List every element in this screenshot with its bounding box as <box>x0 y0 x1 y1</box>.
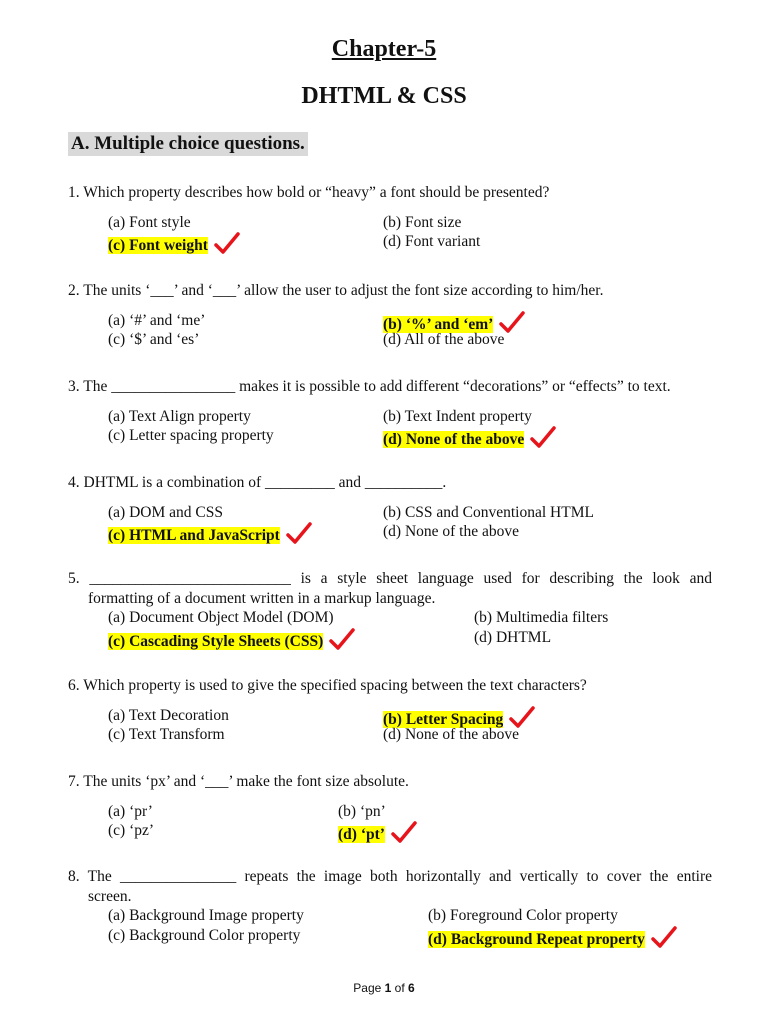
option-text: (b) Foreground Color property <box>428 907 618 924</box>
option-text: (c) Font weight <box>108 237 208 254</box>
option-text: (a) ‘pr’ <box>108 802 153 820</box>
question-stem: 8. The _______________ repeats the image both horizontally and vertically to cover the entire <box>68 868 712 885</box>
option-b <box>474 608 712 628</box>
option-text: (c) ‘$’ and ‘es’ <box>108 331 200 348</box>
question-stem: 3. The ________________ makes it is possible to add different “decorations” or “effects” to text. <box>68 378 671 395</box>
option-a <box>108 608 474 628</box>
option-text: (c) Cascading Style Sheets (CSS) <box>108 632 324 650</box>
option-a <box>108 503 383 523</box>
option-c <box>108 821 338 841</box>
options-grid <box>68 706 712 745</box>
option-d <box>338 821 712 841</box>
option-c <box>108 522 383 542</box>
option-c <box>108 725 383 745</box>
page-number: 1 <box>384 981 392 995</box>
option-text: (b) ‘pn’ <box>338 802 386 820</box>
check-mark-icon <box>286 522 312 544</box>
check-mark-icon <box>214 232 240 254</box>
option-a <box>108 906 428 926</box>
options-grid <box>68 407 712 446</box>
option-text: (d) All of the above <box>383 331 505 348</box>
option-text: (d) Font variant <box>383 233 481 250</box>
question-stem: 7. The units ‘px’ and ‘___’ make the font size absolute. <box>68 773 409 790</box>
option-c <box>108 926 428 946</box>
option-b <box>428 906 712 926</box>
option-text: (b) ‘%’ and ‘em’ <box>383 315 494 333</box>
question-stem-continued: screen. <box>88 887 132 905</box>
question-stem-continued: formatting of a document written in a markup language. <box>88 589 436 607</box>
option-text: (d) None of the above <box>383 431 525 448</box>
option-d <box>428 926 712 946</box>
option-a <box>108 407 383 427</box>
option-text: (c) HTML and JavaScript <box>108 527 280 544</box>
of-label: of <box>394 981 405 995</box>
option-text: (a) Background Image property <box>108 907 304 924</box>
check-mark-icon <box>329 628 355 650</box>
check-mark-icon <box>391 821 417 843</box>
question-5 <box>68 569 712 650</box>
page-total: 6 <box>408 981 415 995</box>
option-b <box>383 311 712 331</box>
option-a <box>108 311 383 331</box>
options-grid <box>68 906 712 948</box>
section-heading: A. Multiple choice questions. <box>68 132 308 156</box>
question-stem: 1. Which property describes how bold or “heavy” a font should be presented? <box>68 184 550 201</box>
check-mark-icon <box>651 926 677 948</box>
option-text: (a) DOM and CSS <box>108 503 223 521</box>
option-text: (b) Text Indent property <box>383 407 532 425</box>
page-label: Page <box>353 981 382 995</box>
options-grid <box>68 503 712 542</box>
option-d <box>383 232 712 252</box>
options-grid <box>68 802 712 841</box>
option-text: (d) Background Repeat property <box>428 930 645 948</box>
question-stem: 4. DHTML is a combination of _________ and __________. <box>68 474 447 491</box>
option-text: (d) DHTML <box>474 628 552 646</box>
document-subtitle: DHTML & CSS <box>301 83 467 109</box>
check-mark-icon <box>530 426 556 448</box>
option-text: (b) CSS and Conventional HTML <box>383 503 594 521</box>
option-text: (d) ‘pt’ <box>338 826 385 843</box>
option-a <box>108 706 383 726</box>
option-b <box>383 503 712 523</box>
option-c <box>108 628 474 648</box>
option-d <box>383 426 712 446</box>
option-a <box>108 213 383 233</box>
chapter-title: Chapter-5 <box>331 36 437 62</box>
option-text: (d) None of the above <box>383 523 520 540</box>
option-b <box>383 213 712 233</box>
question-stem: 5. __________________________ is a style sheet language used for describing the look and <box>68 570 712 587</box>
options-grid <box>68 213 712 252</box>
option-c <box>108 232 383 252</box>
question-6 <box>68 676 712 745</box>
option-d <box>383 330 712 350</box>
question-stem: 2. The units ‘___’ and ‘___’ allow the user to adjust the font size according to him/her. <box>68 282 604 299</box>
option-text: (c) ‘pz’ <box>108 822 155 839</box>
option-b <box>383 706 712 726</box>
question-stem: 6. Which property is used to give the specified spacing between the text characters? <box>68 677 587 694</box>
option-c <box>108 330 383 350</box>
page-footer <box>0 981 768 995</box>
option-d <box>383 725 712 745</box>
option-text: (c) Letter spacing property <box>108 427 274 444</box>
option-text: (a) Document Object Model (DOM) <box>108 609 334 626</box>
option-text: (a) Text Align property <box>108 407 251 425</box>
option-b <box>338 802 712 822</box>
option-text: (b) Letter Spacing <box>383 710 504 728</box>
options-grid <box>68 311 712 350</box>
question-1 <box>68 183 712 252</box>
option-b <box>383 407 712 427</box>
option-text: (c) Text Transform <box>108 726 225 743</box>
option-text: (a) ‘#’ and ‘me’ <box>108 311 206 329</box>
question-2 <box>68 281 712 350</box>
option-a <box>108 802 338 822</box>
option-text: (a) Text Decoration <box>108 706 229 724</box>
question-7 <box>68 772 712 841</box>
options-grid <box>68 608 712 650</box>
option-text: (c) Background Color property <box>108 926 301 944</box>
question-4 <box>68 473 712 542</box>
option-text: (d) None of the above <box>383 726 520 743</box>
option-c <box>108 426 383 446</box>
option-d <box>383 522 712 542</box>
question-8 <box>68 867 712 948</box>
question-3 <box>68 377 712 446</box>
option-text: (b) Font size <box>383 213 462 231</box>
option-text: (b) Multimedia filters <box>474 609 609 626</box>
option-d <box>474 628 712 648</box>
option-text: (a) Font style <box>108 213 191 231</box>
